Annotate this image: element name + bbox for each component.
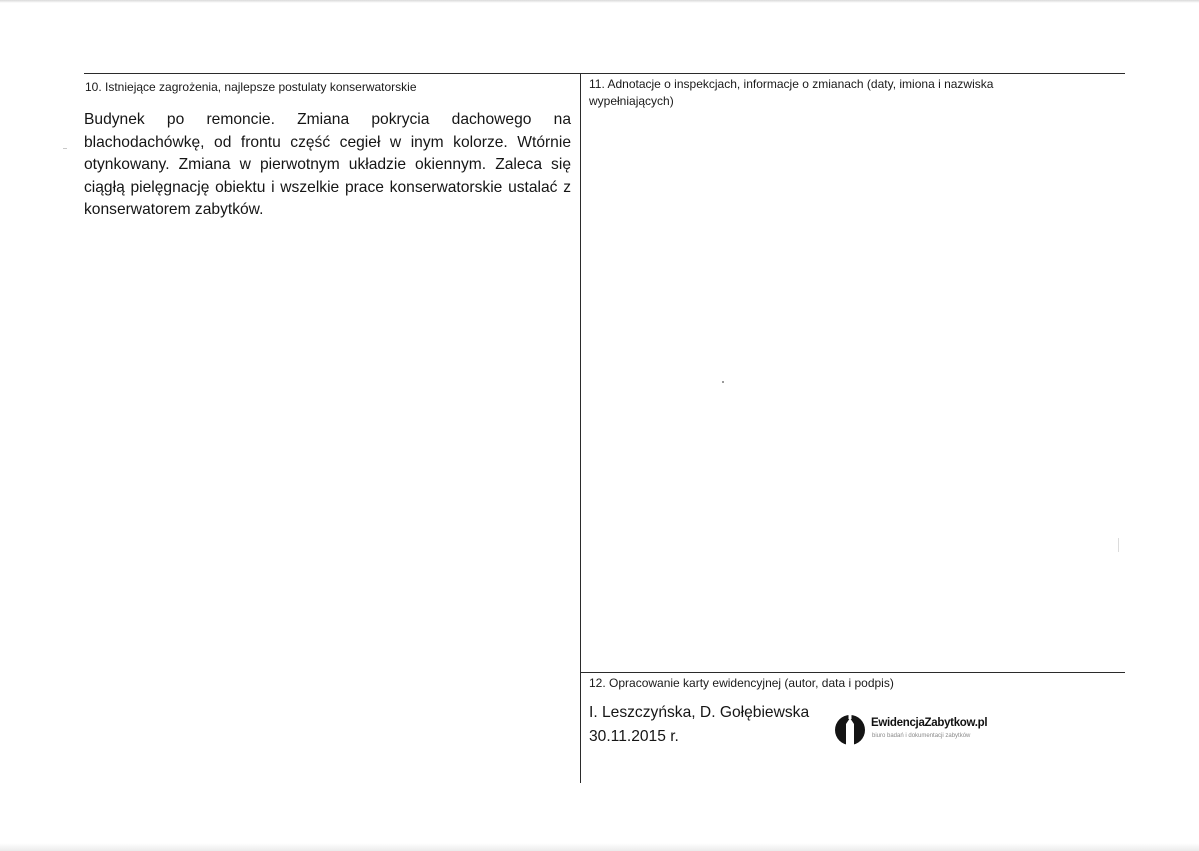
- section-10-text: Budynek po remoncie. Zmiana pokrycia dachowego na blachodachówkę, od frontu część cegieł w inym kolorze. Wtórnie otynkowany. Zmiana w pierwotnym układzie okiennym. Zaleca się ciągłą pielęgnację obiektu i wszelkie prace konserwatorskie ustalać z konserwatorem zabytków.: [84, 111, 571, 218]
- section-12-title: 12. Opracowanie karty ewidencyjnej (autor, data i podpis): [589, 676, 894, 690]
- header-rule-right: [581, 73, 1125, 74]
- scan-top-edge: [0, 0, 1199, 3]
- scan-bottom-edge: [0, 843, 1199, 851]
- section-11-title: 11. Adnotacje o inspekcjach, informacje o zmianach (daty, imiona i nazwiska wypełniających): [589, 77, 994, 108]
- logo-tagline: biuro badań i dokumentacji zabytków: [872, 733, 971, 739]
- company-logo: [834, 712, 1004, 748]
- card-date: 30.11.2015 r.: [589, 728, 679, 745]
- scan-speck: [1118, 538, 1119, 552]
- author-names: I. Leszczyńska, D. Gołębiewska: [589, 704, 810, 721]
- section-10-title: 10. Istniejące zagrożenia, najlepsze postulaty konserwatorskie: [85, 80, 417, 94]
- scan-speck: [63, 148, 67, 149]
- header-rule-left: [84, 73, 581, 74]
- logo-name: EwidencjaZabytkow.pl: [871, 717, 988, 729]
- section-12-rule: [581, 672, 1125, 673]
- scan-speck: [722, 381, 724, 383]
- column-divider: [580, 73, 581, 783]
- logo-mark-icon: [834, 712, 866, 746]
